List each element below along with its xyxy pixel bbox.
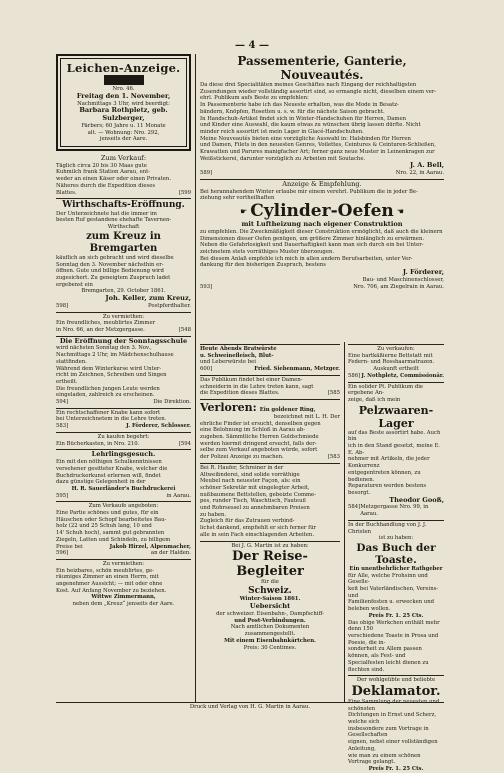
- declamator-price: Preis Fr. 1. 25 Cts.: [368, 765, 424, 772]
- rent-line-2: angenehmer Aussicht; — mit oder ohne: [56, 581, 163, 588]
- rent-line-3: Kost. Auf Anfang November zu beziehen.: [56, 587, 167, 594]
- furniture-line-3: schöner Sekretär mit eingelegter Arbeit,: [200, 484, 310, 491]
- milk-sale-heading: Zum Verkauf:: [100, 154, 147, 162]
- obituary-detail3: jenseits der Aare.: [99, 136, 148, 143]
- rent-sig: Wittwe Zimmermann,: [91, 594, 156, 601]
- lost-line-5: werden hiermit dringend ersucht, falls der-: [200, 440, 317, 447]
- family-sig: J. Förderer, Schlosser.: [126, 423, 191, 430]
- left-column: [56, 54, 191, 608]
- apprentice-heading: Lehrlingsgesuch.: [91, 451, 156, 459]
- apprentice-line-1: versehener gesitteter Knabe, welcher die: [56, 465, 168, 472]
- lodging-ad: [56, 314, 191, 334]
- stoves-ad: [200, 181, 444, 290]
- obituary-date: Freitag den 1. November,: [76, 91, 171, 100]
- lodging-num: [548: [178, 326, 191, 333]
- stoves-sub: mit Luftheizung nach eigener Construktion: [241, 220, 403, 229]
- furniture-line-2: Meubel nach neuester Façon, als: ein: [200, 478, 301, 485]
- opening-line-1: besten Ruf gestandene ehehafte Tavernen-: [56, 217, 172, 224]
- declamator-line-1: Dichtungen in Ernst und Scherz, welche sich: [348, 712, 437, 726]
- lost-line-2: ehrliche Finder ist ersucht, denselben gegen: [200, 420, 321, 427]
- declamator-line-2: insbesondere zum Vortrage in Gesellschaften: [348, 725, 429, 739]
- furniture-line-0: Bei R. Haufer, Schreiner in der: [200, 464, 284, 471]
- rent-sig2: neben dem „Kreuz“ jenseits der Aare.: [72, 601, 175, 608]
- travel-intro: Bei J. G. Martin ist zu haben:: [231, 542, 309, 549]
- lost-line-0: Ein goldener Ring,: [259, 406, 316, 413]
- travel-big: Der Reise-Begleiter: [232, 549, 308, 580]
- lost-line-1: bezeichnet mit L. H. Der: [273, 413, 340, 420]
- travel-sub: für die: [261, 579, 279, 586]
- bed-sale-ad: [348, 346, 444, 380]
- declamator-big: Deklamator.: [351, 683, 441, 699]
- apprentice-line-0: Ein mit den nöthigen Schulkenntnissen: [56, 459, 162, 466]
- obituary-title: Leichen-Anzeige.: [66, 61, 181, 75]
- passementerie-line-0: Da diese drei Specialitäten meines Geschäftes nach Eingang der reichhaltigsten: [200, 82, 417, 88]
- cross-ornament-icon: [104, 75, 144, 85]
- passementerie-line-6: und Kinder eine Auswahl, die kaum etwas zu wünschen übrig lassen dürfte. Nicht: [200, 122, 421, 129]
- travel-line-3: zusammengestellt.: [244, 631, 296, 638]
- column-divider-2: [344, 342, 345, 702]
- apprentice-sig: H. R. Sauerländer's Buchdruckerei: [71, 485, 176, 492]
- opening-line2-0: käuflich an sich gebracht und wird dieselbe: [56, 254, 174, 261]
- furniture-line-6: und Rohrsessel zu annehmbaren Preisen: [200, 505, 310, 512]
- furniture-line-1: Altweibnderei, sind solide vorräthige: [200, 471, 300, 478]
- family-num: 583]: [56, 423, 69, 430]
- sundayschool-heading: Die Eröffnung der Sonntagsschule: [59, 337, 188, 345]
- furs-line-1: ich in den Stand gesetzt, meine E. E. Ab-: [348, 443, 440, 456]
- travel-season: Winter-Saison 1861.: [239, 596, 301, 603]
- furniture-line-9: lichst dankend, empfiehlt er sich ferner für: [200, 525, 317, 532]
- toasts-intro: In der Buchhandlung von J. J. Christen: [348, 521, 427, 535]
- obituary-box: [56, 54, 191, 151]
- passementerie-num: 589]: [200, 170, 213, 177]
- declamator-line-3: eignen, nebst einer vollständigen Anleitung,: [348, 739, 438, 752]
- stoves-line2-2: Neben die Gefahrlosigkeit und Dauerhaftigkeit kann man sich durch ein bei Unter-: [200, 242, 424, 249]
- lodging-line-1: Ein freundliches, meublirtes Zimmer: [56, 320, 156, 327]
- pointing-hand-left-icon: ☚: [396, 207, 404, 217]
- opening-sig: Joh. Keller, zum Kreuz,: [105, 294, 191, 303]
- stoves-big: Cylinder-Oefen: [250, 201, 394, 222]
- declamator-ad: [348, 677, 444, 772]
- wood-sig2: an der Halden.: [150, 550, 191, 557]
- lost-line-6: selbe zum Verkauf angeboten würde, sofort: [200, 447, 318, 454]
- rent-line-1: räumiges Zimmer an einen Herrn, mit: [56, 574, 159, 581]
- toasts-line-2: Familienfesten u. erwecken und: [348, 599, 435, 606]
- declamator-line-4: wie man zu einem schönen Vortrage gelangt.: [348, 752, 421, 766]
- passementerie-line-3: In Passementerie habe ich das Neueste erhalten, was die Mode in Besatz-: [200, 102, 399, 109]
- furs-sig: Theodor Gooß,: [389, 495, 444, 504]
- stoves-sig3: Nro. 706, am Ziegelrain in Aarau.: [353, 283, 444, 290]
- sundayschool-line-6: Die freundlichen jungen Leute werden: [56, 385, 160, 392]
- pointing-hand-icon: ☛: [240, 207, 248, 217]
- obituary-text: Nachmittags 3 Uhr, wird beerdigt:: [77, 100, 170, 107]
- sausage-line-2: und Leberwürste bei: [200, 359, 256, 366]
- travel-map: Mit einem Eisenbahnkärtchen.: [224, 637, 316, 644]
- opening-line2-1: Sonntag den 3. November nächsthin er-: [56, 261, 164, 268]
- apprentice-sig2: in Aarau.: [166, 492, 191, 499]
- travel-country: Schweiz.: [248, 585, 292, 596]
- lost-line-7: der Polizei Anzeige zu machen.: [200, 454, 284, 461]
- travel-line-0: der schweizer. Eisenbahn-, Dampfschiff-: [216, 610, 324, 617]
- passementerie-line-4: bändern, Knöpfen, Rosetten u. s. w. für die nächste Saison gebracht.: [200, 108, 385, 115]
- milk-sale-line-1: Kuhmilch frank Station Aarau, ent-: [56, 169, 151, 176]
- sale2-heading: Zu verkaufen:: [377, 346, 415, 352]
- wood-heading: Zum Verkaufe angeboten:: [88, 503, 159, 510]
- furs-line-0: auf das Beste assortirt habe. Auch bin: [348, 429, 441, 443]
- sale2-num: 586]: [348, 372, 361, 379]
- sausage-line-1: u. Schweinefleisch, Blut-: [200, 352, 274, 359]
- wood-line-1: Häuschen oder Schopf bearbeitetes Bau-: [56, 516, 167, 523]
- stoves-line-0: Bei herannahendem Winter erlaube mir einem verehrl. Publikum die in jeder Be-: [200, 188, 418, 195]
- page-number: — 4 —: [235, 40, 269, 51]
- stoves-heading: Anzeige & Empfehlung.: [282, 179, 362, 188]
- sundayschool-line-0: wird nächsten Sonntag den 3. Nov.,: [56, 345, 152, 352]
- sundayschool-line-5: ertheilt.: [56, 378, 78, 385]
- sausage-sig: Fried. Siebenmann, Metzger.: [254, 366, 340, 373]
- opening-line2-3: zugesichert. Zu geneigtem Zuspruch ladet: [56, 274, 171, 281]
- obituary-name: Barbara Rothpletz, geb. Sulzberger,: [79, 106, 168, 122]
- toasts-line-3: beleben wollen.: [348, 606, 391, 613]
- furs-big: Pelzwaaren-Lager: [358, 403, 434, 430]
- dresses-num: [585: [327, 390, 340, 397]
- declamator-line-0: Eine Sammlung der neuesten und schönsten: [348, 698, 440, 712]
- furs-line-2: nehmer mit Artikeln, die jeder Konkurrenz: [348, 456, 430, 470]
- stoves-num: 593]: [200, 283, 213, 290]
- passementerie-line-10: Krawatten und Parures manigfacher Art; ferner ganz neue Muster in Leinenkragen zur: [200, 149, 435, 156]
- lodging-line-2: in Nro. 66, an der Metzgergasse.: [56, 326, 145, 333]
- opening-num: 598]: [56, 302, 69, 309]
- furs-line-3: entgegentreten können, zu bedienen.: [348, 469, 421, 483]
- toasts-line2-2: sonderheit zu Allem passen können, als Fest- und: [348, 646, 422, 660]
- milk-sale-ad: [56, 155, 191, 196]
- lost-heading: Verloren:: [200, 400, 257, 414]
- sundayschool-line-3: Während dem Winterkurse wird Unter-: [56, 365, 162, 372]
- sundayschool-line-7: eingeladen, zahlreich zu erscheinen.: [56, 392, 155, 399]
- passementerie-line-2: ehrl. Publikum aufs Beste zu empfehlen:: [200, 95, 309, 102]
- passementerie-line-9: und Damen, Filets in den neuesten Genres, Voilettes, Ceintures & Ceinturen-Schließen,: [200, 142, 436, 149]
- lost-line-3: eine Belohnung im Schloß in Aarau ab-: [200, 427, 306, 434]
- leaf-line-0: Ein solider Pt. Publikum die ergebene An-: [348, 383, 424, 397]
- middle-column: [200, 342, 340, 651]
- furs-line-4: Reparaturen werden bestens besorgt.: [348, 483, 427, 496]
- lost-line-4: zugeben. Sämmtliche Herren Goldschmiede: [200, 434, 319, 441]
- wood-num: 596]: [56, 550, 69, 557]
- furs-sig2: Metzgergasse Nro. 99, in Aarau.: [360, 504, 429, 518]
- stoves-sig2: Bau- und Maschinenschlosser,: [362, 276, 444, 283]
- declamator-sub: Der wohlgeübte und beliebte: [356, 677, 436, 684]
- passementerie-line-1: Zusendungen wieder vollständig assortirt sind, so ermangle nicht, dieselben einem ver-: [200, 88, 437, 95]
- toasts-price: Preis Fr. 1. 25 Cts.: [368, 612, 424, 619]
- passementerie-line-5: In Handschuh-Artikel findet sich in Winter-Handschuhen für Herren, Damen: [200, 115, 406, 122]
- dresses-line-0: Das Publikum findet bei einer Damen-: [200, 376, 303, 383]
- sundayschool-line-2: stattfinden.: [56, 358, 87, 365]
- opening-line-2: Wirthschaft: [107, 224, 140, 231]
- passementerie-sig: J. A. Bell,: [410, 161, 444, 170]
- toasts-big: Das Buch der Toaste.: [356, 541, 436, 566]
- stoves-line2-3: zeichnetem stets vorräthiges Muster überzeugen.: [200, 249, 335, 256]
- sundayschool-ad: [56, 338, 191, 406]
- toasts-sub: Ein unentbehrlicher Rathgeber: [349, 565, 443, 572]
- sale2-sig: J. Nothpletz, Commissionär.: [361, 372, 444, 379]
- obituary-detail2: alt. — Wohnung: Nro. 292,: [87, 129, 160, 136]
- milk-sale-line-3: Näheres durch die Expedition dieses: [56, 182, 156, 189]
- toasts-line2-1: verschiedene Toaste in Prosa und Poesie, die in-: [348, 633, 439, 646]
- travel-line-1: und Post-Verbindungen.: [234, 617, 306, 624]
- passementerie-ad: [200, 54, 444, 290]
- furniture-line-8: Zugleich für das Zutrauen verbind-: [200, 518, 295, 525]
- stoves-line2-5: dankung für den bisherigen Zuspruch, bestens: [200, 262, 326, 269]
- travel-line-2: Nach amtlichen Dokumenten: [230, 624, 310, 631]
- buy-line: Ein Bücherkasten, in Nro. 210.: [56, 440, 140, 447]
- toasts-intro2: ist zu haben:: [378, 535, 414, 542]
- sale2-line-1: Federn- und Rosshaarmatrazen.: [348, 359, 435, 366]
- rent-heading: Zu vermiethen:: [102, 560, 145, 567]
- rent-line-0: Ein heizbares, schön meublirtes, ge-: [56, 567, 154, 574]
- stoves-line2-4: Bei diesem Anlaß empfehle ich mich in allen andern Berufsarbeiten, unter Ver-: [200, 255, 413, 262]
- travel-price: Preis: 30 Centimes.: [243, 644, 297, 651]
- passementerie-sig2: Nro. 22, in Aarau.: [395, 170, 444, 177]
- wood-line-0: Eine Partie schönes und gutes, für ein: [56, 510, 159, 517]
- stoves-sig: J. Förderer,: [402, 268, 444, 277]
- milk-sale-last: Blattes.: [56, 189, 77, 196]
- sundayschool-line-4: richt im Zeichnen, Schreiben und Singen: [56, 372, 167, 379]
- family-line-1: bei Unterzeichnetem in die Lehre treten.: [56, 416, 167, 423]
- milk-sale-line-2: weder an einen Käser oder einen Privaten.: [56, 176, 172, 183]
- wood-sig: Jakob Hirzel, Alpenmacher,: [109, 543, 191, 550]
- apprentice-num: 595]: [56, 492, 69, 499]
- sale2-line-2: Auskunft ertheilt: [373, 366, 419, 373]
- opening-line2-2: öffnen. Gute und billige Bedienung wird: [56, 268, 164, 275]
- buy-num: [594: [178, 440, 191, 447]
- opening-line2-4: ergebenst ein: [56, 281, 93, 288]
- toasts-book-ad: [348, 522, 444, 673]
- buy-ad: [56, 434, 191, 447]
- wood-sale-ad: [56, 503, 191, 557]
- milk-sale-line-0: Täglich circa 20 bis 30 Maas gute: [56, 162, 147, 169]
- lodging-line-0: Zu vermiethen:: [102, 313, 145, 320]
- lost-num: [583: [327, 454, 340, 461]
- lost-ring-ad: [200, 401, 340, 461]
- footer-imprint: Druck und Verlag von H. G. Martin in Aarau.: [189, 704, 311, 710]
- furniture-ad: [200, 465, 340, 539]
- furniture-line-5: pes, runder Tisch, Waschtisch, Fauteuil: [200, 498, 306, 505]
- opening-line-0: Der Unterzeichnete hat die immer im: [56, 210, 157, 217]
- sundayschool-line-1: Nachmittags 2 Uhr, im Mädchenschulhause: [56, 352, 174, 359]
- furs-num: 584]: [348, 504, 361, 511]
- sausage-line-0: Heute Abends Bratwürste: [200, 346, 277, 352]
- furniture-line-4: nußbaumene Bettstellen, gebeizte Comme-: [200, 491, 316, 498]
- column-divider: [195, 54, 196, 702]
- furniture-line-7: zu haben.: [200, 511, 227, 518]
- furniture-line-10: alle in sein Fach einschlagenden Arbeiten.: [200, 531, 315, 538]
- toasts-line-0: für Alle, welche Frohsinn und Geselle-: [348, 572, 428, 586]
- passementerie-title: Passementerie, Ganterie, Nouveautés.: [237, 54, 407, 82]
- apprentice-locksmith-ad: [56, 410, 191, 430]
- footer-rule: [56, 702, 444, 703]
- sale2-line-0: Eine hartkäßierne Bettstatt mit: [348, 352, 433, 359]
- stoves-line-1: ziehung sehr vortheilhaften: [200, 195, 275, 202]
- wood-line-2: holz (22 und 25 Schuh lang, 10 und: [56, 523, 152, 530]
- furs-ad: [348, 404, 444, 518]
- obituary-detail: Färbers; 60 Jahre u. 11 Monate: [81, 122, 166, 129]
- buy-heading: Zu kaufen begehrt:: [97, 433, 150, 440]
- stoves-line2-0: zu empfehlen. Die Zweckmäßigkeit dieser Construktion ermöglicht, daß auch die kleinern: [200, 228, 443, 235]
- opening-place: Bremgarten, 29. October 1861.: [81, 288, 166, 295]
- apprentice-line-3: dazu günstige Gelegenheit in der: [56, 479, 146, 486]
- dresses-line-1: schneiderin in die Lehre treten kann, sagt: [200, 383, 314, 390]
- family-line-0: Ein rechtschaffener Knabe kann sofort: [56, 409, 161, 416]
- dresses-line-2: die Expedition dieses Blattes.: [200, 390, 280, 397]
- wood-line-5: Preise bei: [56, 543, 83, 550]
- toasts-line-1: keit bei Vaterländischen, Vereins- und: [348, 586, 439, 599]
- wood-line-4: Ziegeln, Latten und Schindeln, zu billigem: [56, 536, 171, 543]
- wood-line-3: 14' Schuh hoch), sammt gut gebrannten: [56, 530, 165, 537]
- apprentice-line-2: Buchdruckerkunst erlernen will, findet: [56, 472, 161, 479]
- toasts-line2-3: Specialfesten leicht dienen zu flechten sind.: [348, 659, 429, 673]
- room-rent-ad: [56, 561, 191, 608]
- sundayschool-sig: Die Direktion.: [153, 399, 191, 406]
- travel-guide-ad: [200, 543, 340, 652]
- passementerie-line-7: minder reich assortirt ist mein Lager in Glacé-Handschuhen.: [200, 128, 364, 135]
- toasts-line2-0: Das obige Werkchen enthält mehr denn 150: [348, 619, 440, 633]
- passementerie-line-8: Meine Nouveautés bieten eine vorzügliche Auswahl in: Halsbinden für Herren: [200, 135, 411, 142]
- passementerie-line-11: Weißstickerei, darunter vorzüglich zu Arbeiten mit Soutache.: [200, 155, 366, 162]
- printer-apprentice-ad: [56, 451, 191, 499]
- obituary-number: Nro. 46.: [112, 86, 135, 92]
- opening-sig2: Postpferdhalter.: [148, 302, 191, 309]
- leaf-line-1: zeige, daß ich mein: [348, 396, 401, 403]
- opening-ad: [56, 200, 191, 309]
- sausage-num: 600]: [200, 366, 213, 373]
- sundayschool-num: 594]: [56, 399, 69, 406]
- dressmaker-ad: [200, 377, 340, 397]
- milk-sale-num: [599: [178, 189, 191, 196]
- travel-title2: Uebersicht: [249, 602, 291, 611]
- sausage-ad: [200, 346, 340, 373]
- opening-heading: Wirthschafts-Eröffnung.: [62, 200, 185, 211]
- opening-big: zum Kreuz in Bremgarten: [86, 230, 161, 254]
- stoves-line2-1: Dimensionen dieser Oefen genügen, um größere Zimmer hinlänglich zu erwärmen.: [200, 235, 425, 242]
